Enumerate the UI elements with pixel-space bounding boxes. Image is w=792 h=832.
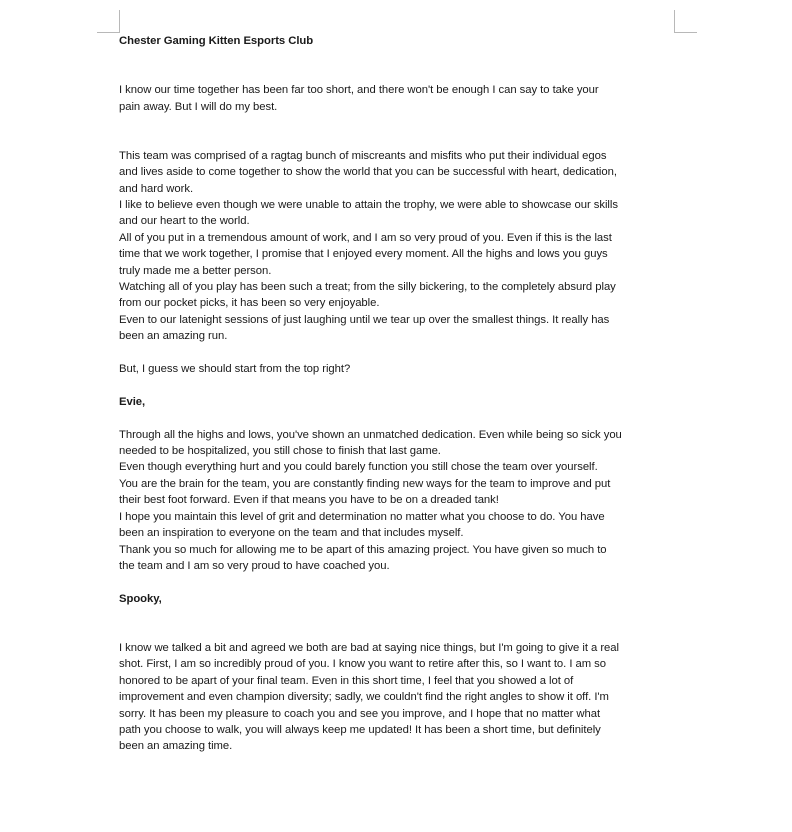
text-line: pain away. But I will do my best.	[119, 100, 278, 113]
text-line: shot. First, I am so incredibly proud of you. I know you want to retire after this, so I want to. I am so	[119, 658, 607, 671]
text-line: I hope you maintain this level of grit and determination no matter what you choose to do. You have	[119, 510, 605, 523]
evie-heading: Evie,	[119, 395, 146, 408]
evie-paragraph	[119, 427, 675, 575]
text-line: honored to be apart of your final team. Even in this short time, I feel that you showed a lot of	[119, 674, 574, 687]
text-line: This team was comprised of a ragtag bunch of miscreants and misfits who put their individual egos	[119, 149, 607, 162]
text-line: their best foot forward. Even if that means you have to be on a dreaded tank!	[119, 494, 499, 507]
spooky-paragraph	[119, 640, 675, 755]
text-line: You are the brain for the team, you are constantly finding new ways for the team to improve and put	[119, 477, 611, 490]
text-line: and our heart to the world.	[119, 215, 250, 228]
text-line: I know our time together has been far too short, and there won't be enough I can say to take your	[119, 84, 599, 97]
text-line: needed to be hospitalized, you still chose to finish that last game.	[119, 445, 441, 458]
document-title: Chester Gaming Kitten Esports Club	[119, 35, 314, 47]
text-line: from our pocket picks, it has been so very enjoyable.	[119, 297, 380, 310]
text-line: sorry. It has been my pleasure to coach you and see you improve, and I hope that no matter what	[119, 707, 601, 720]
text-line: the team and I am so very proud to have coached you.	[119, 559, 390, 572]
text-line: and hard work.	[119, 182, 194, 195]
text-line: been an amazing time.	[119, 740, 233, 753]
crop-mark-top-right	[674, 10, 697, 33]
text-line: I like to believe even though we were unable to attain the trophy, we were able to showcase our skills	[119, 199, 618, 212]
document-body[interactable]	[119, 33, 675, 755]
text-line: Through all the highs and lows, you've shown an unmatched dedication. Even while being so sick you	[119, 428, 622, 441]
text-line: I know we talked a bit and agreed we both are bad at saying nice things, but I'm going to give it a real	[119, 641, 619, 654]
text-line: and lives aside to come together to show the world that you can be successful with heart, dedication,	[119, 166, 617, 179]
text-line: been an inspiration to everyone on the team and that includes myself.	[119, 527, 464, 540]
text-line: truly made me a better person.	[119, 264, 272, 277]
text-line: Even to our latenight sessions of just laughing until we tear up over the smallest things. It really has	[119, 313, 610, 326]
team-paragraph	[119, 148, 675, 345]
text-line: All of you put in a tremendous amount of work, and I am so very proud of you. Even if this is the last	[119, 231, 612, 244]
text-line: been an amazing run.	[119, 330, 228, 343]
text-line: Thank you so much for allowing me to be apart of this amazing project. You have given so much to	[119, 543, 607, 556]
text-line: path you choose to walk, you will always keep me updated! It has been a short time, but definitely	[119, 723, 601, 736]
transition-line: But, I guess we should start from the top right?	[119, 363, 351, 376]
intro-paragraph	[119, 82, 675, 115]
text-line: improvement and even champion diversity; sadly, we couldn't find the right angles to show it off. I'm	[119, 691, 609, 704]
spooky-heading: Spooky,	[119, 592, 162, 605]
text-line: Even though everything hurt and you could barely function you still chose the team over yourself.	[119, 461, 598, 474]
text-line: time that we work together, I promise that I enjoyed every moment. All the highs and lows you guys	[119, 248, 608, 261]
crop-mark-top-left	[97, 10, 120, 33]
text-line: Watching all of you play has been such a treat; from the silly bickering, to the completely absurd play	[119, 281, 616, 294]
